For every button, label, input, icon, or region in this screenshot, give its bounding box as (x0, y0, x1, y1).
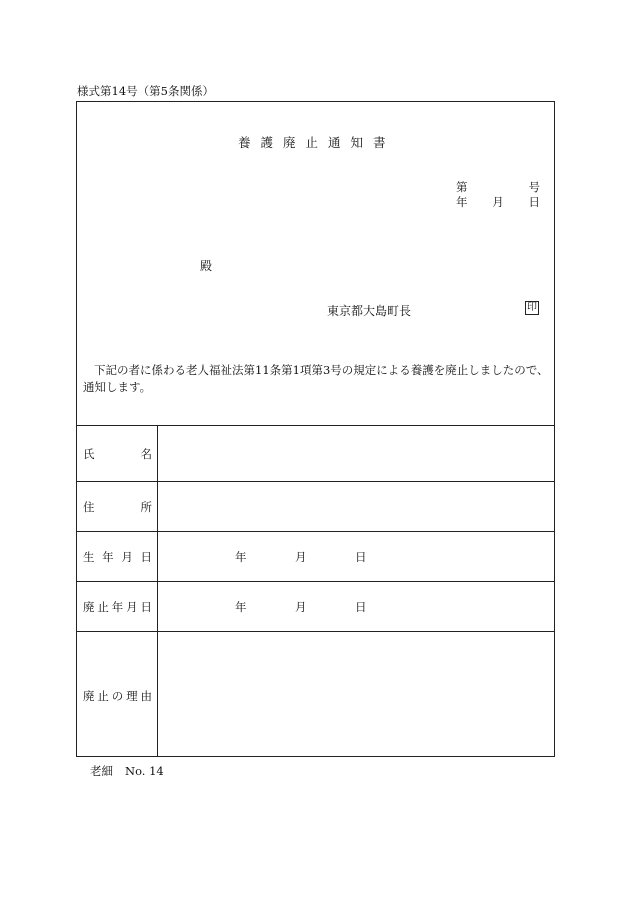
number-suffix: 号 (528, 180, 540, 194)
document-title: 養護廃止通知書 (238, 135, 396, 150)
seal-mark: 印 (527, 302, 537, 313)
addressee-suffix: 殿 (200, 259, 213, 273)
footer-number: No. 14 (125, 764, 164, 778)
label-birth-date: 生 年 月 日 (83, 550, 152, 564)
document-number-line (456, 179, 540, 195)
footer-code (90, 763, 164, 779)
label-name: 氏 名 (83, 447, 152, 461)
row-divider (76, 531, 555, 532)
footer-code-text: 老細 (90, 764, 113, 778)
discontinuation-date-month: 月 (295, 600, 307, 614)
notice-body-text: 下記の者に係わる老人福祉法第11条第1項第3号の規定による養護を廃止しましたので、通知します。 (83, 363, 549, 394)
label-discontinuation-date: 廃 止 年 月 日 (83, 600, 152, 614)
sender-name: 東京都大島町長 (327, 304, 412, 318)
number-prefix: 第 (456, 180, 468, 194)
table-top-rule (76, 425, 555, 426)
discontinuation-date-day: 日 (355, 600, 367, 614)
document-date-line (456, 194, 540, 210)
label-column-divider (157, 425, 158, 757)
birth-date-day: 日 (355, 550, 367, 564)
form-id: 様式第14号（第5条関係） (77, 84, 214, 98)
label-address: 住 所 (83, 500, 152, 514)
date-year: 年 (456, 195, 468, 209)
birth-date-month: 月 (295, 550, 307, 564)
row-divider (76, 631, 555, 632)
label-discontinuation-reason: 廃 止 の 理 由 (83, 689, 152, 703)
row-divider (76, 481, 555, 482)
discontinuation-date-year: 年 (235, 600, 247, 614)
date-month: 月 (492, 195, 504, 209)
row-divider (76, 581, 555, 582)
date-day: 日 (528, 195, 540, 209)
birth-date-year: 年 (235, 550, 247, 564)
